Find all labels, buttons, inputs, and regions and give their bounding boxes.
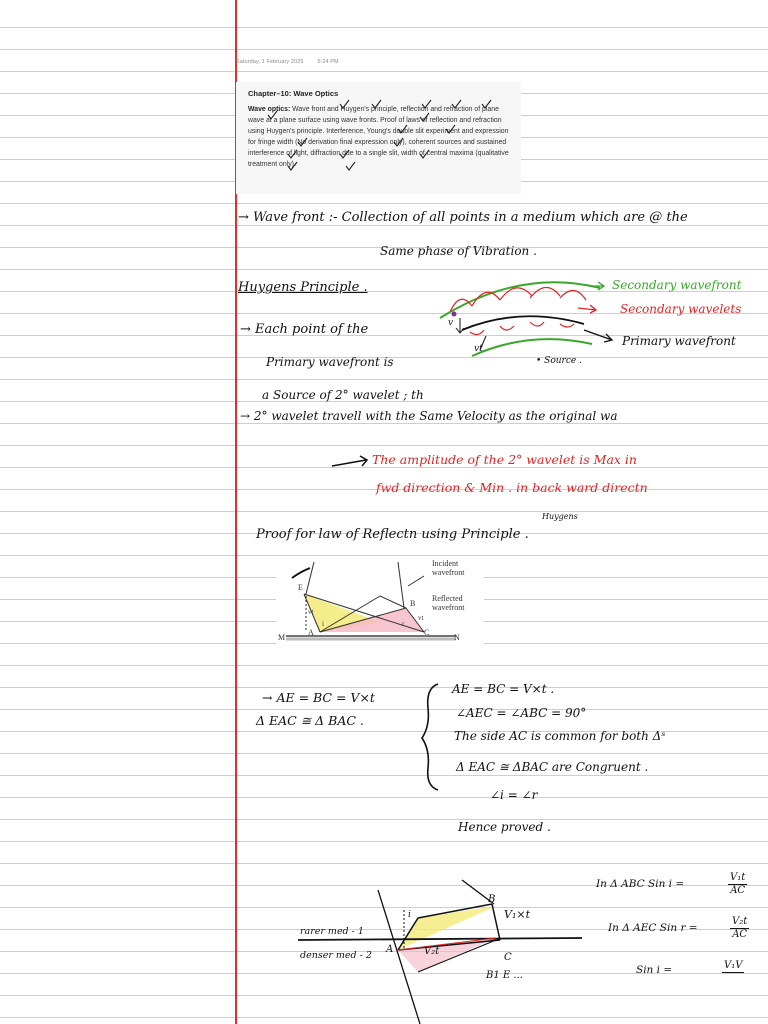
refr-label-C: C <box>504 952 512 963</box>
refr-label-v1t: V₁×t <box>504 908 530 921</box>
congruence-right-line2: ∠AEC = ∠ABC = 90° <box>456 706 587 720</box>
sin-i-equation-lhs: In Δ ABC Sin i = <box>596 878 685 890</box>
label-rarer-medium: rarer med - 1 <box>300 926 364 937</box>
sin-r-equation-lhs: In Δ AEC Sin r = <box>608 922 698 934</box>
sin-r-numerator: V₂t <box>732 916 748 927</box>
syllabus-body: Wave front and Huygen's principle, reflection and refraction of plane wave at a plane surface using wave fronts. Proof of laws of reflection and refraction using Huygen's principle. Interference, Young's double slit experiment and expression for fringe width (No derivation final expression only), coherent sources and sustained interference of light, diffraction due to a single slit, width of central maxima (qualitative treatment only). <box>248 106 509 169</box>
sin-i-fraction <box>728 872 747 897</box>
huygens-point1-a: → Each point of the <box>240 322 369 337</box>
congruence-right-line6: Hence proved . <box>458 820 551 834</box>
proof-heading: Proof for law of Reflectn using Principle . <box>256 527 529 542</box>
sin-i-denominator: AC <box>730 885 746 896</box>
fig-label-N: N <box>454 633 460 642</box>
fig-label-i: i <box>322 620 324 628</box>
sin-ratio-equation-lhs: Sin i = <box>636 964 673 976</box>
congruence-left-line1: → AE = BC = V×t <box>262 690 375 705</box>
sin-i-numerator: V₁t <box>730 872 746 883</box>
label-source: • Source . <box>536 356 582 366</box>
sin-ratio-fraction <box>722 960 744 973</box>
label-vt: vt <box>474 344 483 354</box>
label-denser-medium: denser med - 2 <box>300 950 372 961</box>
wavefront-definition-line2: Same phase of Vibration . <box>380 244 537 258</box>
huygens-point1-b: Primary wavefront is <box>266 355 394 369</box>
huygens-heading: Huygens Principle . <box>238 280 368 295</box>
label-secondary-wavelets: Secondary wavelets <box>620 302 742 316</box>
fig-incident-wavefront: Incident wavefront <box>432 559 465 577</box>
fig-label-A: A <box>308 628 314 637</box>
fig-reflected-wavefront: Reflected wavefront <box>432 594 465 612</box>
fig-label-r: r <box>402 620 405 628</box>
fig-label-B: B <box>410 599 416 608</box>
congruence-right-line5: ∠i = ∠r <box>490 788 538 802</box>
huygens-point1-c: a Source of 2° wavelet ; th <box>262 388 424 402</box>
congruence-left-line2: Δ EAC ≅ Δ BAC . <box>256 713 364 728</box>
fig-label-vt2: vt <box>418 614 424 622</box>
refr-label-B: B <box>488 894 496 905</box>
label-v: v <box>448 318 454 328</box>
proof-huygens-insert: Huygens <box>542 512 578 521</box>
sin-ratio-numerator: V₁V <box>724 960 743 971</box>
refr-bottom-scrawl: B1 E ... <box>486 970 523 981</box>
note-date: Saturday, 1 February 2025 <box>236 59 304 65</box>
refr-label-v2t: V₂t <box>424 946 440 957</box>
label-primary-wavefront: Primary wavefront <box>622 334 736 348</box>
sin-r-fraction <box>730 916 749 941</box>
huygens-point2: → 2° wavelet travell with the Same Velocity as the original wa <box>240 409 618 423</box>
amplitude-note-line2: fwd direction & Min . in back ward directn <box>376 480 648 495</box>
congruence-right-line3: The side AC is common for both Δˢ <box>454 729 666 743</box>
fig-label-vt1: vt <box>308 608 314 616</box>
label-secondary-wavefront: Secondary wavefront <box>612 278 742 292</box>
congruence-right-line4: Δ EAC ≅ ΔBAC are Congruent . <box>456 760 649 774</box>
syllabus-title: Chapter–10: Wave Optics <box>248 89 339 98</box>
amplitude-note-line1: The amplitude of the 2° wavelet is Max in <box>372 452 637 467</box>
fig-label-C: C <box>424 628 430 637</box>
refr-label-A: A <box>386 944 394 955</box>
sin-r-denominator: AC <box>732 929 748 940</box>
fig-label-E: E <box>298 583 303 592</box>
refr-label-i: i <box>408 910 411 920</box>
congruence-right-line1: AE = BC = V×t . <box>452 682 555 696</box>
wavefront-definition-line1: → Wave front :- Collection of all points in a medium which are @ the <box>238 210 688 225</box>
note-time: 5:24 PM <box>317 59 339 65</box>
fig-label-M: M <box>278 633 286 642</box>
syllabus-lead: Wave optics: <box>248 106 291 113</box>
